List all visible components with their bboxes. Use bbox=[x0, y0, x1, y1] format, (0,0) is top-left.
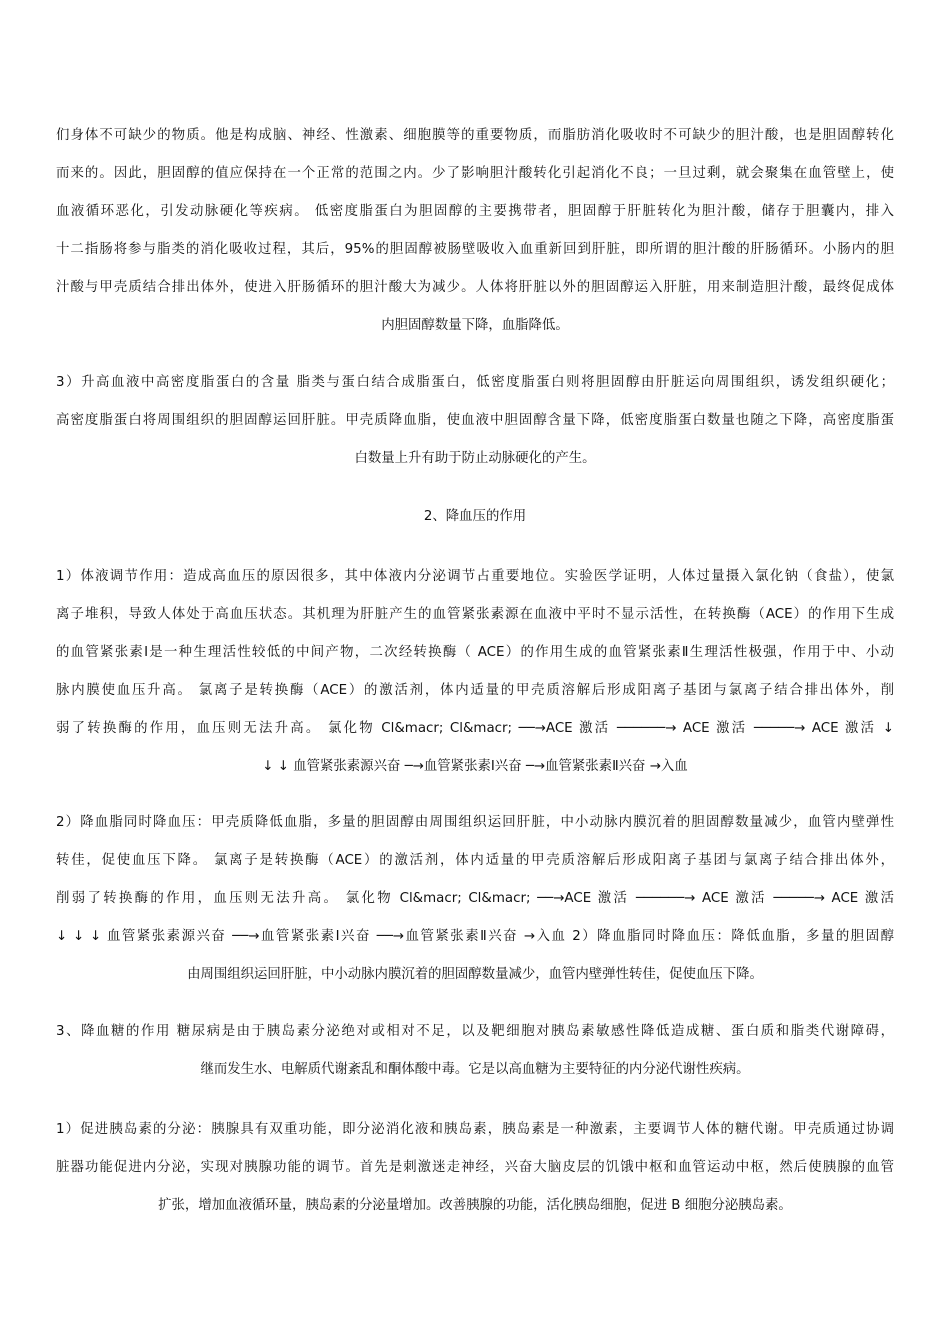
text-line: 汁酸与甲壳质结合排出体外，使进入肝肠循环的胆汁酸大为减少。人体将肝脏以外的胆固醇运入肝脏，用来制造胆汁酸，最终促成体 bbox=[56, 280, 894, 295]
text-line: 由周围组织运回肝脏，中小动脉内膜沉着的胆固醇数量减少，血管内壁弹性转佳，促使血压下降。 bbox=[187, 967, 763, 982]
text-line: 脉内膜使血压升高。 氯离子是转换酶（ACE）的激活剂，体内适量的甲壳质溶解后形成阳离子基团与氯离子结合排出体外，削 bbox=[56, 683, 894, 698]
section-heading: 2、降血压的作用 bbox=[423, 509, 527, 524]
text-line: 们身体不可缺少的物质。他是构成脑、神经、性激素、细胞膜等的重要物质，而脂肪消化吸收时不可缺少的胆汁酸，也是胆固醇转化 bbox=[56, 128, 894, 143]
text-line: 转佳，促使血压下降。 氯离子是转换酶（ACE）的激活剂，体内适量的甲壳质溶解后形成阳离子基团与氯离子结合排出体外， bbox=[56, 853, 894, 868]
paragraph-lipid-pressure bbox=[56, 804, 894, 994]
text-line: 扩张，增加血液循环量，胰岛素的分泌量增加。改善胰腺的功能，活化胰岛细胞，促进 B 细胞分泌胰岛素。 bbox=[158, 1198, 792, 1213]
text-line: 内胆固醇数量下降，血脂降低。 bbox=[381, 318, 569, 333]
paragraph-cholesterol-role bbox=[56, 117, 894, 345]
paragraph-insulin bbox=[56, 1111, 894, 1225]
text-line: 的血管紧张素Ⅰ是一种生理活性较低的中间产物，二次经转换酶（ ACE）的作用生成的血管紧张素Ⅱ生理活性极强，作用于中、小动 bbox=[56, 645, 894, 660]
text-line: 3、降血糖的作用 糖尿病是由于胰岛素分泌绝对或相对不足，以及靶细胞对胰岛素敏感性降低造成糖、蛋白质和脂类代谢障碍， bbox=[56, 1024, 894, 1039]
text-line: 3）升高血液中高密度脂蛋白的含量 脂类与蛋白结合成脂蛋白，低密度脂蛋白则将胆固醇由肝脏运向周围组织，诱发组织硬化； bbox=[56, 375, 894, 390]
text-line: 离子堆积，导致人体处于高血压状态。其机理为肝脏产生的血管紧张素源在血液中平时不显示活性，在转换酶（ACE）的作用下生成 bbox=[56, 607, 894, 622]
text-line: ↓ ↓ ↓ 血管紧张素源兴奋 ──→血管紧张素Ⅰ兴奋 ──→血管紧张素Ⅱ兴奋 →入血 2）降血脂同时降血压：降低血脂，多量的胆固醇 bbox=[56, 929, 894, 944]
text-line: 白数量上升有助于防止动脉硬化的产生。 bbox=[354, 451, 596, 466]
text-line: 脏器功能促进内分泌，实现对胰腺功能的调节。首先是刺激迷走神经，兴奋大脑皮层的饥饿中枢和血管运动中枢，然后使胰腺的血管 bbox=[56, 1160, 894, 1175]
text-line: ↓ ↓ 血管紧张素源兴奋 ─→血管紧张素Ⅰ兴奋 ─→血管紧张素Ⅱ兴奋 →入血 bbox=[262, 759, 688, 774]
text-line: 血液循环恶化，引发动脉硬化等疾病。 低密度脂蛋白为胆固醇的主要携带者，胆固醇于肝脏转化为胆汁酸，储存于胆囊内，排入 bbox=[56, 204, 894, 219]
paragraph-fluid-regulation bbox=[56, 558, 894, 786]
paragraph-hdl bbox=[56, 364, 894, 478]
text-line: 1）体液调节作用：造成高血压的原因很多，其中体液内分泌调节占重要地位。实验医学证明，人体过量摄入氯化钠（食盐），使氯 bbox=[56, 569, 894, 584]
text-line: 而来的。因此，胆固醇的值应保持在一个正常的范围之内。少了影响胆汁酸转化引起消化不良；一旦过剩，就会聚集在血管壁上，使 bbox=[56, 166, 894, 181]
text-line: 高密度脂蛋白将周围组织的胆固醇运回肝脏。甲壳质降血脂，使血液中胆固醇含量下降，低密度脂蛋白数量也随之下降，高密度脂蛋 bbox=[56, 413, 894, 428]
text-line: 削弱了转换酶的作用，血压则无法升高。 氯化物 Cl&macr; Cl&macr; ──→ACE 激活 ──────→ ACE 激活 ─────→ ACE 激活 bbox=[56, 891, 894, 906]
section-heading-blood-pressure bbox=[56, 498, 894, 536]
paragraph-blood-sugar bbox=[56, 1013, 894, 1089]
text-line: 2）降血脂同时降血压：甲壳质降低血脂，多量的胆固醇由周围组织运回肝脏，中小动脉内膜沉着的胆固醇数量减少，血管内壁弹性 bbox=[56, 815, 894, 830]
text-line: 继而发生水、电解质代谢紊乱和酮体酸中毒。它是以高血糖为主要特征的内分泌代谢性疾病。 bbox=[200, 1062, 750, 1077]
text-line: 弱了转换酶的作用，血压则无法升高。 氯化物 Cl&macr; Cl&macr; ──→ACE 激活 ──────→ ACE 激活 ─────→ ACE 激活 ↓ bbox=[56, 721, 894, 736]
text-line: 1）促进胰岛素的分泌：胰腺具有双重功能，即分泌消化液和胰岛素，胰岛素是一种激素，主要调节人体的糖代谢。甲壳质通过协调 bbox=[56, 1122, 894, 1137]
text-line: 十二指肠将参与脂类的消化吸收过程，其后，95%的胆固醇被肠壁吸收入血重新回到肝脏，即所谓的胆汁酸的肝肠循环。小肠内的胆 bbox=[56, 242, 894, 257]
